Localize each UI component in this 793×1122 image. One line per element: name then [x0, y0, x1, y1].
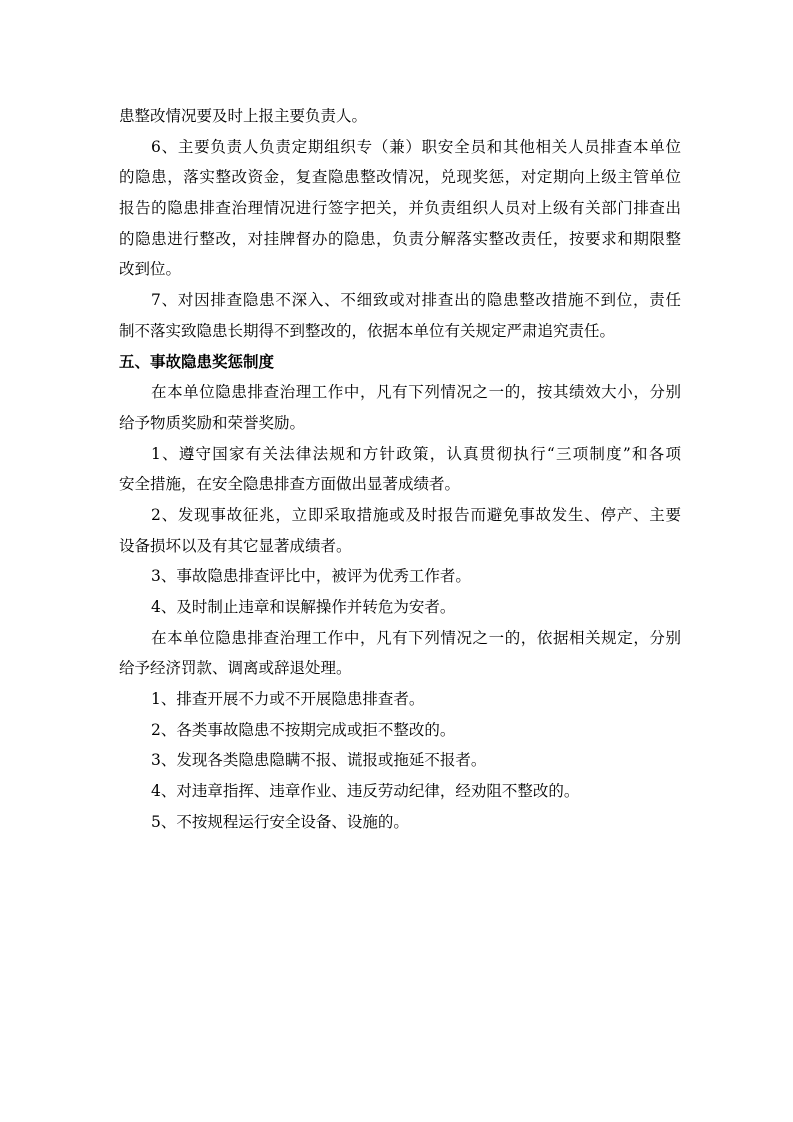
section-heading [119, 347, 681, 378]
text-line: 改到位。 [119, 260, 182, 279]
text-line: 3、事故隐患排查评比中，被评为优秀工作者。 [151, 567, 471, 586]
paragraph [119, 439, 681, 500]
text-line: 在本单位隐患排查治理工作中，凡有下列情况之一的，依据相关规定，分别 [151, 628, 681, 647]
paragraph [119, 776, 681, 807]
text-line: 4、对违章指挥、违章作业、违反劳动纪律，经劝阻不整改的。 [151, 782, 580, 801]
paragraph [119, 132, 681, 285]
text-line: 安全措施，在安全隐患排查方面做出显著成绩者。 [119, 475, 461, 494]
paragraph [119, 561, 681, 592]
text-line: 的隐患进行整改，对挂牌督办的隐患，负责分解落实整改责任，按要求和期限整 [119, 229, 681, 248]
document-body [119, 101, 681, 838]
text-line: 给予经济罚款、调离或辞退处理。 [119, 659, 352, 678]
text-line: 给予物质奖励和荣誉奖励。 [119, 413, 306, 432]
text-line: 的隐患，落实整改资金，复查隐患整改情况，兑现奖惩，对定期向上级主管单位 [119, 168, 681, 187]
text-line: 1、遵守国家有关法律法规和方针政策，认真贯彻执行“三项制度”和各项 [151, 444, 681, 463]
paragraph [119, 623, 681, 684]
paragraph [119, 684, 681, 715]
text-line: 报告的隐患排查治理情况进行签字把关，并负责组织人员对上级有关部门排查出 [119, 199, 681, 218]
text-line: 患整改情况要及时上报主要负责人。 [119, 107, 368, 125]
text-line: 五、事故隐患奖惩制度 [119, 352, 275, 371]
text-line: 5、不按规程运行安全设备、设施的。 [151, 812, 409, 831]
paragraph [119, 807, 681, 838]
paragraph [119, 285, 681, 346]
text-line: 7、对因排查隐患不深入、不细致或对排查出的隐患整改措施不到位，责任 [151, 291, 681, 310]
text-line: 制不落实致隐患长期得不到整改的，依据本单位有关规定严肃追究责任。 [119, 321, 616, 340]
paragraph [119, 592, 681, 623]
text-line: 4、及时制止违章和误解操作并转危为安者。 [151, 598, 456, 616]
text-line: 2、各类事故隐患不按期完成或拒不整改的。 [151, 720, 456, 739]
paragraph [119, 101, 681, 132]
paragraph [119, 377, 681, 438]
text-line: 设备损坏以及有其它显著成绩者。 [119, 536, 352, 555]
text-line: 1、排查开展不力或不开展隐患排查者。 [151, 690, 425, 709]
text-line: 3、发现各类隐患隐瞒不报、谎报或拖延不报者。 [151, 751, 487, 770]
paragraph [119, 500, 681, 561]
text-line: 2、发现事故征兆，立即采取措施或及时报告而避免事故发生、停产、主要 [151, 505, 681, 524]
paragraph [119, 715, 681, 746]
text-line: 在本单位隐患排查治理工作中，凡有下列情况之一的，按其绩效大小，分别 [151, 383, 681, 402]
text-line: 6、主要负责人负责定期组织专（兼）职安全员和其他相关人员排查本单位 [151, 137, 681, 156]
paragraph [119, 745, 681, 776]
